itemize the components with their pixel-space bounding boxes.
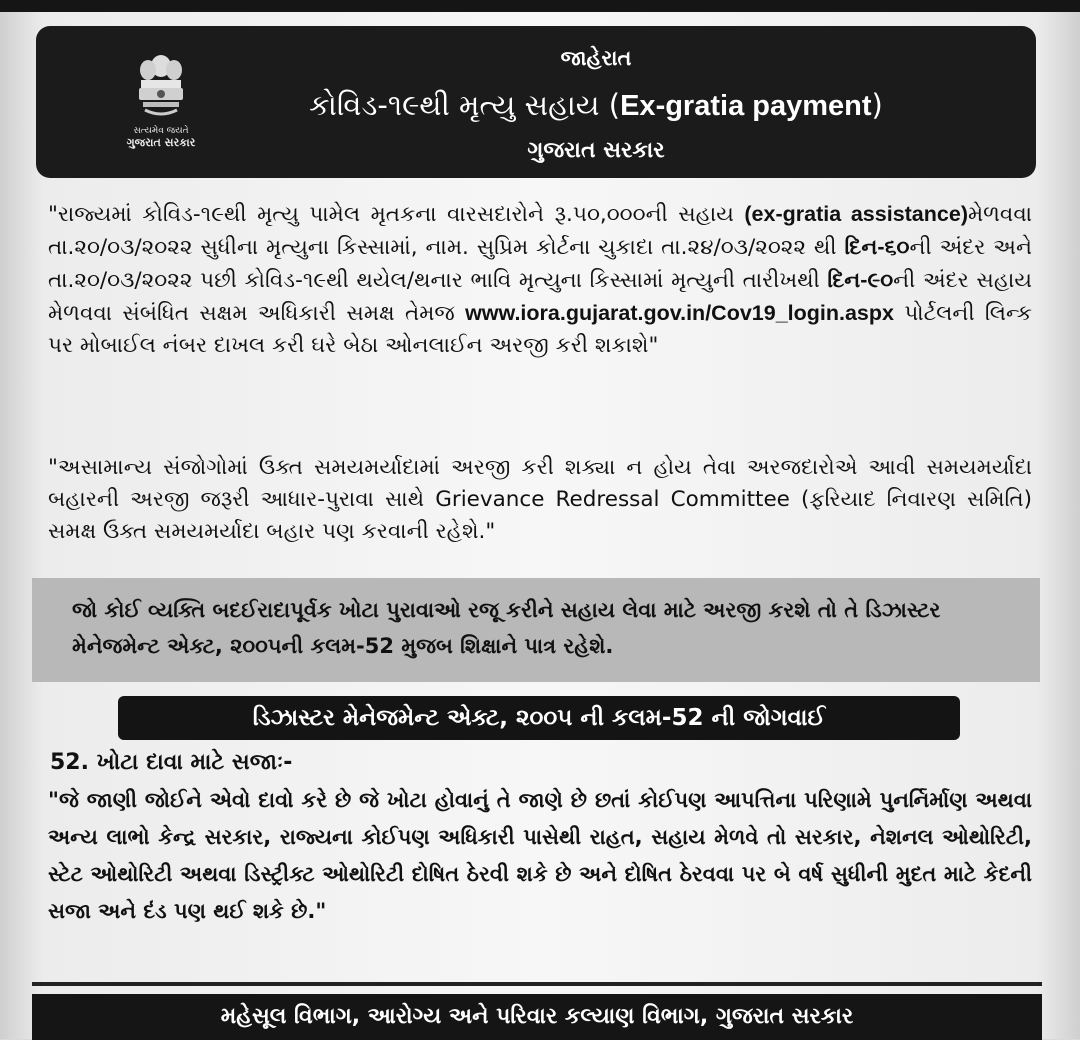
page-title [36, 88, 1036, 123]
para1-text-5: પોર્ટલની લિન્ક પર મોબાઈલ નંબર દાખલ કરી ઘરે બેઠા ઓનલાઈન અરજી કરી શકાશે" [48, 301, 1032, 358]
footer-departments: મહેસૂલ વિભાગ, આરોગ્ય અને પરિવાર કલ્યાણ વિભાગ, ગુજરાત સરકાર [32, 994, 1042, 1040]
para1-bold-1: (ex-gratia assistance) [744, 202, 968, 226]
top-edge-bar [0, 0, 1080, 12]
para1-text-1: "રાજ્યમાં કોવિડ-૧૯થી મૃત્યુ પામેલ મૃતકના વારસદારોને રૂ.૫૦,૦૦૦ની સહાય [48, 202, 745, 227]
advertisement-sheet [0, 12, 1080, 1039]
para1-text-3: ની અંદર અને તા.૨૦/૦૩/૨૦૨૨ પછી કોવિડ-૧૯થી થયેલ/થનાર ભાવિ મૃત્યુના કિસ્સામાં મૃત્યુની તારીખથી [48, 235, 1032, 293]
header-banner [36, 26, 1036, 178]
portal-link[interactable]: www.iora.gujarat.gov.in/Cov19_login.aspx [465, 301, 894, 325]
emblem-motto: સત્યમેવ જયતે [133, 126, 189, 136]
title-english: Ex-gratia payment [620, 90, 872, 122]
emblem-caption: ગુજરાત સરકાર [126, 136, 196, 149]
title-gujarati: કોવિડ-૧૯થી મૃત્યુ સહાય ( [309, 88, 621, 122]
law-body: "જે જાણી જોઈને એવો દાવો કરે છે જે ખોટા હોવાનું તે જાણે છે છતાં કોઈપણ આપત્તિના પરિણામે પુનર્નિર્માણ અથવા અન્ય લાભો કેન્દ્ર સરકાર, રાજ્યના કોઈપણ અધિકારી પાસેથી રાહત, સહાય મેળવે તો સરકાર, નેશનલ ઓથોરિટી, સ્ટેટ ઓથોરિટી અથવા ડિસ્ટ્રીક્ટ ઓથોરિટી દોષિત ઠેરવી શકે છે અને દોષિત ઠેરવવા પર બે વર્ષ સુધીની મુદત માટે કેદની સજા અને દંડ પણ થઈ શકે છે." [48, 788, 1032, 923]
para1-bold-3: દિન-૯૦ [827, 268, 894, 292]
header-announcement: જાહેરાત [560, 46, 632, 70]
para1-bold-2: દિન-૬૦ [844, 235, 910, 259]
warning-box [32, 578, 1040, 682]
para1-text-4: ની અંદર સહાય મેળવવા સંબંધિત સક્ષમ અધિકારી સમક્ષ તેમજ [48, 268, 1032, 326]
notice-paragraph-1 [48, 198, 1032, 362]
para1-text-2: મેળવવા તા.૨૦/૦૩/૨૦૨૨ સુધીના મૃત્યુના કિસ્સામાં, નામ. સુપ્રિમ કોર્ટના ચુકાદા તા.૨૪/૦૩/૨૦૨૨ થી [48, 202, 1032, 260]
warning-text: જો કોઈ વ્યક્તિ બદઈરાદાપૂર્વક ખોટા પુરાવાઓ રજૂ કરીને સહાય લેવા માટે અરજી કરશે તો તે ડિઝાસ્ટર મેનેજમેન્ટ એક્ટ, ૨૦૦૫ની કલમ-52 મુજબ શિક્ષાને પાત્ર રહેશે. [72, 598, 941, 658]
law-title: 52. ખોટા દાવા માટે સજાઃ- [50, 750, 293, 775]
notice-paragraph-2: "અસામાન્ય સંજોગોમાં ઉક્ત સમયમર્યાદામાં અરજી કરી શક્યા ન હોય તેવા અરજદારોએ આવી સમયમર્યાદા બહારની અરજી જરૂરી આધાર-પુરાવા સાથે Grievance Redressal Committee (ફરિયાદ નિવારણ સમિતિ) સમક્ષ ઉક્ત સમયમર્યાદા બહાર પણ કરવાની રહેશે." [48, 455, 1032, 544]
divider [32, 982, 1042, 986]
section-heading-bar: ડિઝાસ્ટર મેનેજમેન્ટ એક્ટ, ૨૦૦૫ ની કલમ-52 ની જોગવાઈ [118, 696, 960, 740]
header-subtitle: ગુજરાત સરકાર [527, 138, 665, 163]
title-close: ) [871, 88, 883, 122]
